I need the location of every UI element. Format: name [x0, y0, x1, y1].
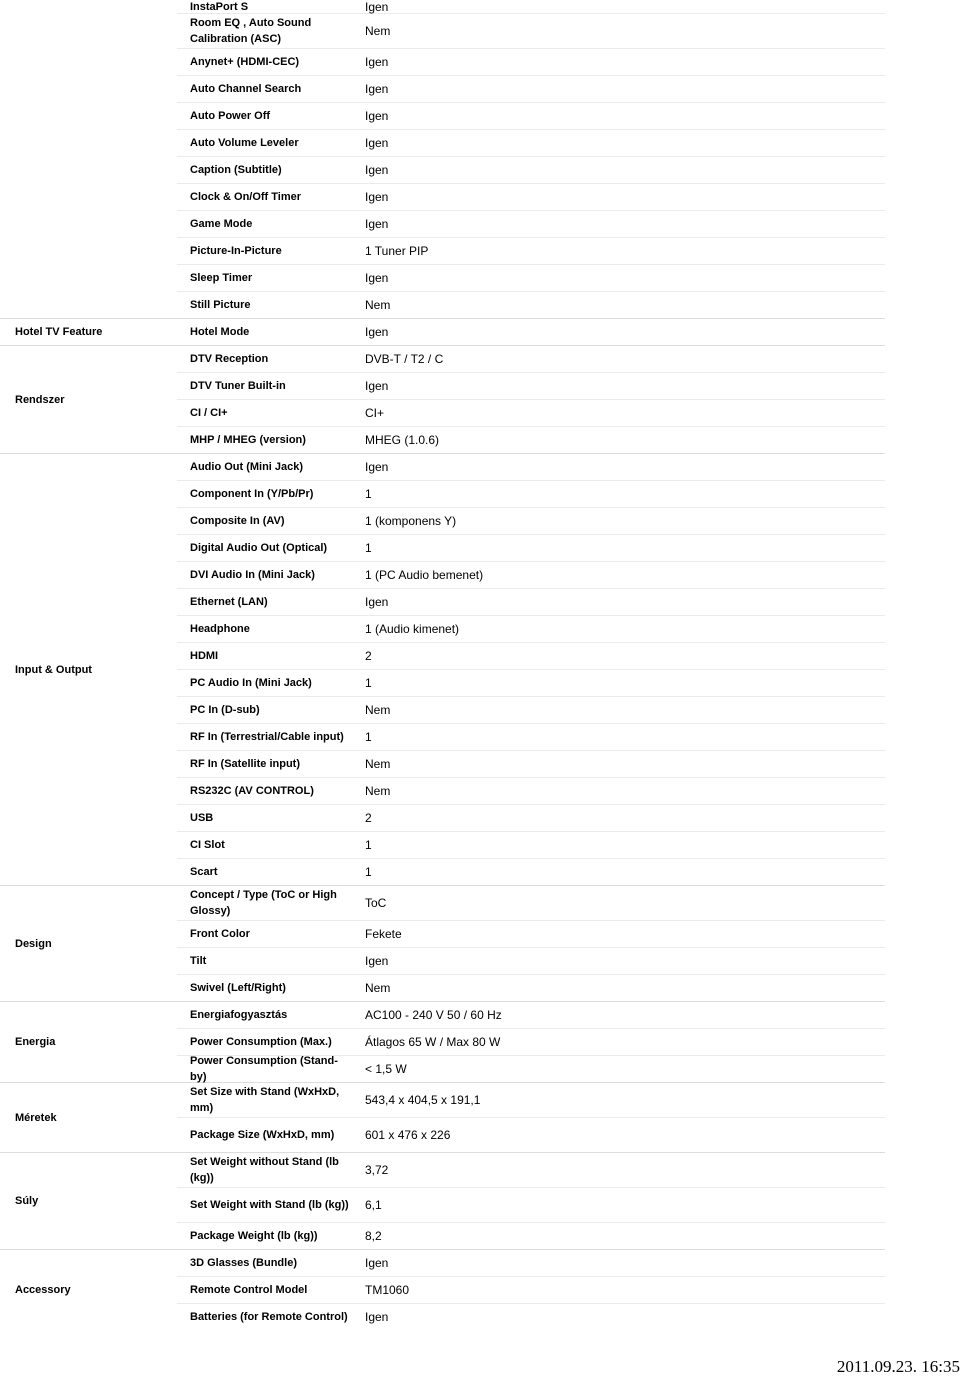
- spec-value: DVB-T / T2 / C: [365, 352, 444, 366]
- spec-row: [177, 859, 885, 885]
- spec-value: Igen: [365, 460, 389, 474]
- spec-value: 1: [365, 730, 372, 744]
- spec-group: [0, 1250, 885, 1330]
- spec-label: Headphone: [190, 623, 250, 635]
- spec-group: [0, 1002, 885, 1083]
- spec-group: [0, 346, 885, 454]
- spec-value: 1 (PC Audio bemenet): [365, 568, 484, 582]
- spec-row: [177, 1188, 885, 1223]
- spec-row: [177, 643, 885, 670]
- print-timestamp: 2011.09.23. 16:35: [836, 1357, 960, 1376]
- spec-value: Igen: [365, 379, 389, 393]
- spec-row: [177, 265, 885, 292]
- spec-label: Scart: [190, 866, 218, 878]
- spec-label: 3D Glasses (Bundle): [190, 1257, 297, 1269]
- spec-label: Concept / Type (ToC or High Glossy): [190, 889, 337, 917]
- spec-group: [0, 1083, 885, 1153]
- spec-row: [177, 49, 885, 76]
- spec-label: Batteries (for Remote Control): [190, 1311, 348, 1323]
- spec-label: Ethernet (LAN): [190, 596, 268, 608]
- spec-row: [177, 535, 885, 562]
- spec-row: [177, 0, 885, 14]
- spec-value: Igen: [365, 271, 389, 285]
- spec-value: ToC: [365, 896, 387, 910]
- spec-row: [177, 670, 885, 697]
- spec-value: Igen: [365, 1310, 389, 1324]
- spec-row: [177, 373, 885, 400]
- spec-row: [177, 14, 885, 49]
- category-label: Méretek: [15, 1111, 57, 1124]
- spec-label: Set Size with Stand (WxHxD, mm): [190, 1086, 340, 1114]
- spec-row: [177, 1223, 885, 1249]
- spec-group: [0, 0, 885, 319]
- spec-label: PC Audio In (Mini Jack): [190, 677, 312, 689]
- spec-label: Energiafogyasztás: [190, 1009, 288, 1021]
- spec-row: [177, 400, 885, 427]
- spec-value: Fekete: [365, 927, 402, 941]
- spec-label: Auto Channel Search: [190, 83, 302, 95]
- spec-value: AC100 - 240 V 50 / 60 Hz: [365, 1008, 502, 1022]
- spec-row: [177, 238, 885, 265]
- spec-row: [177, 1118, 885, 1152]
- spec-label: Anynet+ (HDMI-CEC): [190, 56, 300, 68]
- spec-value: 1 Tuner PIP: [365, 244, 429, 258]
- spec-label: Composite In (AV): [190, 515, 285, 527]
- spec-label: Package Weight (lb (kg)): [190, 1230, 318, 1242]
- spec-row: [177, 1002, 885, 1029]
- spec-row: [177, 103, 885, 130]
- spec-value: Igen: [365, 0, 389, 14]
- spec-value: Igen: [365, 190, 389, 204]
- spec-label: RF In (Satellite input): [190, 758, 300, 770]
- spec-label: USB: [190, 812, 214, 824]
- spec-value: Igen: [365, 163, 389, 177]
- spec-label: Auto Power Off: [190, 110, 271, 122]
- spec-label: Caption (Subtitle): [190, 164, 282, 176]
- spec-row: [177, 1056, 885, 1082]
- spec-label: CI Slot: [190, 839, 225, 851]
- spec-value: CI+: [365, 406, 385, 420]
- spec-value: Igen: [365, 55, 389, 69]
- spec-value: Igen: [365, 136, 389, 150]
- spec-row: [177, 427, 885, 453]
- spec-row: [177, 76, 885, 103]
- spec-label: Power Consumption (Max.): [190, 1036, 332, 1048]
- spec-value: 1: [365, 838, 372, 852]
- spec-row: [177, 778, 885, 805]
- category-label: Input & Output: [15, 663, 92, 676]
- spec-value: TM1060: [365, 1283, 410, 1297]
- spec-label: Tilt: [190, 955, 207, 967]
- spec-label: Swivel (Left/Right): [190, 982, 286, 994]
- spec-row: [177, 1250, 885, 1277]
- spec-label: Room EQ , Auto Sound Calibration (ASC): [190, 17, 312, 45]
- spec-label: Still Picture: [190, 299, 251, 311]
- spec-row: [177, 454, 885, 481]
- category-label: Design: [15, 937, 52, 950]
- spec-row: [177, 921, 885, 948]
- spec-label: RS232C (AV CONTROL): [190, 785, 314, 797]
- spec-row: [177, 130, 885, 157]
- spec-value: Igen: [365, 109, 389, 123]
- spec-label: Sleep Timer: [190, 272, 253, 284]
- spec-label: Hotel Mode: [190, 326, 250, 338]
- spec-group: [0, 1153, 885, 1250]
- spec-row: [177, 211, 885, 238]
- spec-label: InstaPort S: [190, 0, 249, 13]
- spec-value: 1: [365, 676, 372, 690]
- spec-label: RF In (Terrestrial/Cable input): [190, 731, 344, 743]
- spec-label: HDMI: [190, 650, 219, 662]
- spec-row: [177, 157, 885, 184]
- spec-value: < 1,5 W: [365, 1062, 407, 1076]
- spec-label: Front Color: [190, 928, 250, 940]
- spec-label: MHP / MHEG (version): [190, 434, 306, 446]
- spec-value: Igen: [365, 325, 389, 339]
- spec-row: [177, 562, 885, 589]
- spec-row: [177, 1304, 885, 1330]
- spec-value: 8,2: [365, 1229, 382, 1243]
- spec-value: Nem: [365, 24, 391, 38]
- spec-label: Set Weight with Stand (lb (kg)): [190, 1199, 349, 1211]
- spec-value: 601 x 476 x 226: [365, 1128, 451, 1142]
- spec-label: DTV Tuner Built-in: [190, 380, 286, 392]
- spec-label: Component In (Y/Pb/Pr): [190, 488, 314, 500]
- spec-value: 543,4 x 404,5 x 191,1: [365, 1093, 481, 1107]
- spec-row: [177, 319, 885, 345]
- spec-row: [177, 886, 885, 921]
- spec-value: Igen: [365, 595, 389, 609]
- spec-row: [177, 948, 885, 975]
- spec-group: [0, 886, 885, 1002]
- spec-label: Picture-In-Picture: [190, 245, 282, 257]
- spec-value: 1: [365, 865, 372, 879]
- spec-label: PC In (D-sub): [190, 704, 260, 716]
- spec-row: [177, 481, 885, 508]
- category-label: Hotel TV Feature: [15, 326, 103, 338]
- spec-row: [177, 724, 885, 751]
- spec-row: [177, 616, 885, 643]
- spec-row: [177, 1277, 885, 1304]
- spec-label: Set Weight without Stand (lb (kg)): [190, 1156, 339, 1184]
- spec-row: [177, 832, 885, 859]
- spec-value: Nem: [365, 784, 391, 798]
- spec-value: Nem: [365, 298, 391, 312]
- category-label: Rendszer: [15, 393, 65, 406]
- spec-label: Digital Audio Out (Optical): [190, 542, 328, 554]
- spec-value: 1: [365, 487, 372, 501]
- spec-row: [177, 805, 885, 832]
- spec-label: Auto Volume Leveler: [190, 137, 299, 149]
- spec-value: 3,72: [365, 1163, 389, 1177]
- spec-label: Package Size (WxHxD, mm): [190, 1129, 335, 1141]
- spec-label: Game Mode: [190, 218, 253, 230]
- spec-value: Nem: [365, 757, 391, 771]
- spec-label: DTV Reception: [190, 353, 269, 365]
- spec-label: Remote Control Model: [190, 1284, 308, 1296]
- spec-row: [177, 1029, 885, 1056]
- category-label: Accessory: [15, 1284, 71, 1296]
- spec-value: Nem: [365, 703, 391, 717]
- spec-label: DVI Audio In (Mini Jack): [190, 569, 315, 581]
- spec-label: Power Consumption (Stand-by): [190, 1055, 338, 1083]
- spec-row: [177, 697, 885, 724]
- spec-value: Igen: [365, 954, 389, 968]
- spec-label: Audio Out (Mini Jack): [190, 461, 304, 473]
- spec-row: [177, 346, 885, 373]
- spec-row: [177, 1083, 885, 1118]
- spec-value: 6,1: [365, 1198, 382, 1212]
- spec-value: Igen: [365, 82, 389, 96]
- spec-value: MHEG (1.0.6): [365, 433, 440, 447]
- spec-value: 1 (komponens Y): [365, 514, 457, 528]
- spec-value: 1: [365, 541, 372, 555]
- spec-group: [0, 454, 885, 886]
- spec-value: Igen: [365, 217, 389, 231]
- spec-group: [0, 319, 885, 346]
- spec-value: 1 (Audio kimenet): [365, 622, 460, 636]
- spec-value: Igen: [365, 1256, 389, 1270]
- spec-row: [177, 292, 885, 318]
- spec-label: Clock & On/Off Timer: [190, 191, 302, 203]
- spec-label: CI / CI+: [190, 407, 228, 419]
- spec-value: Nem: [365, 981, 391, 995]
- spec-value: 2: [365, 649, 372, 663]
- category-label: Energia: [15, 1036, 56, 1048]
- spec-value: 2: [365, 811, 372, 825]
- spec-row: [177, 589, 885, 616]
- spec-row: [177, 751, 885, 778]
- spec-row: [177, 1153, 885, 1188]
- spec-row: [177, 184, 885, 211]
- spec-value: Átlagos 65 W / Max 80 W: [365, 1035, 501, 1049]
- category-label: Súly: [15, 1195, 39, 1207]
- spec-row: [177, 975, 885, 1001]
- spec-row: [177, 508, 885, 535]
